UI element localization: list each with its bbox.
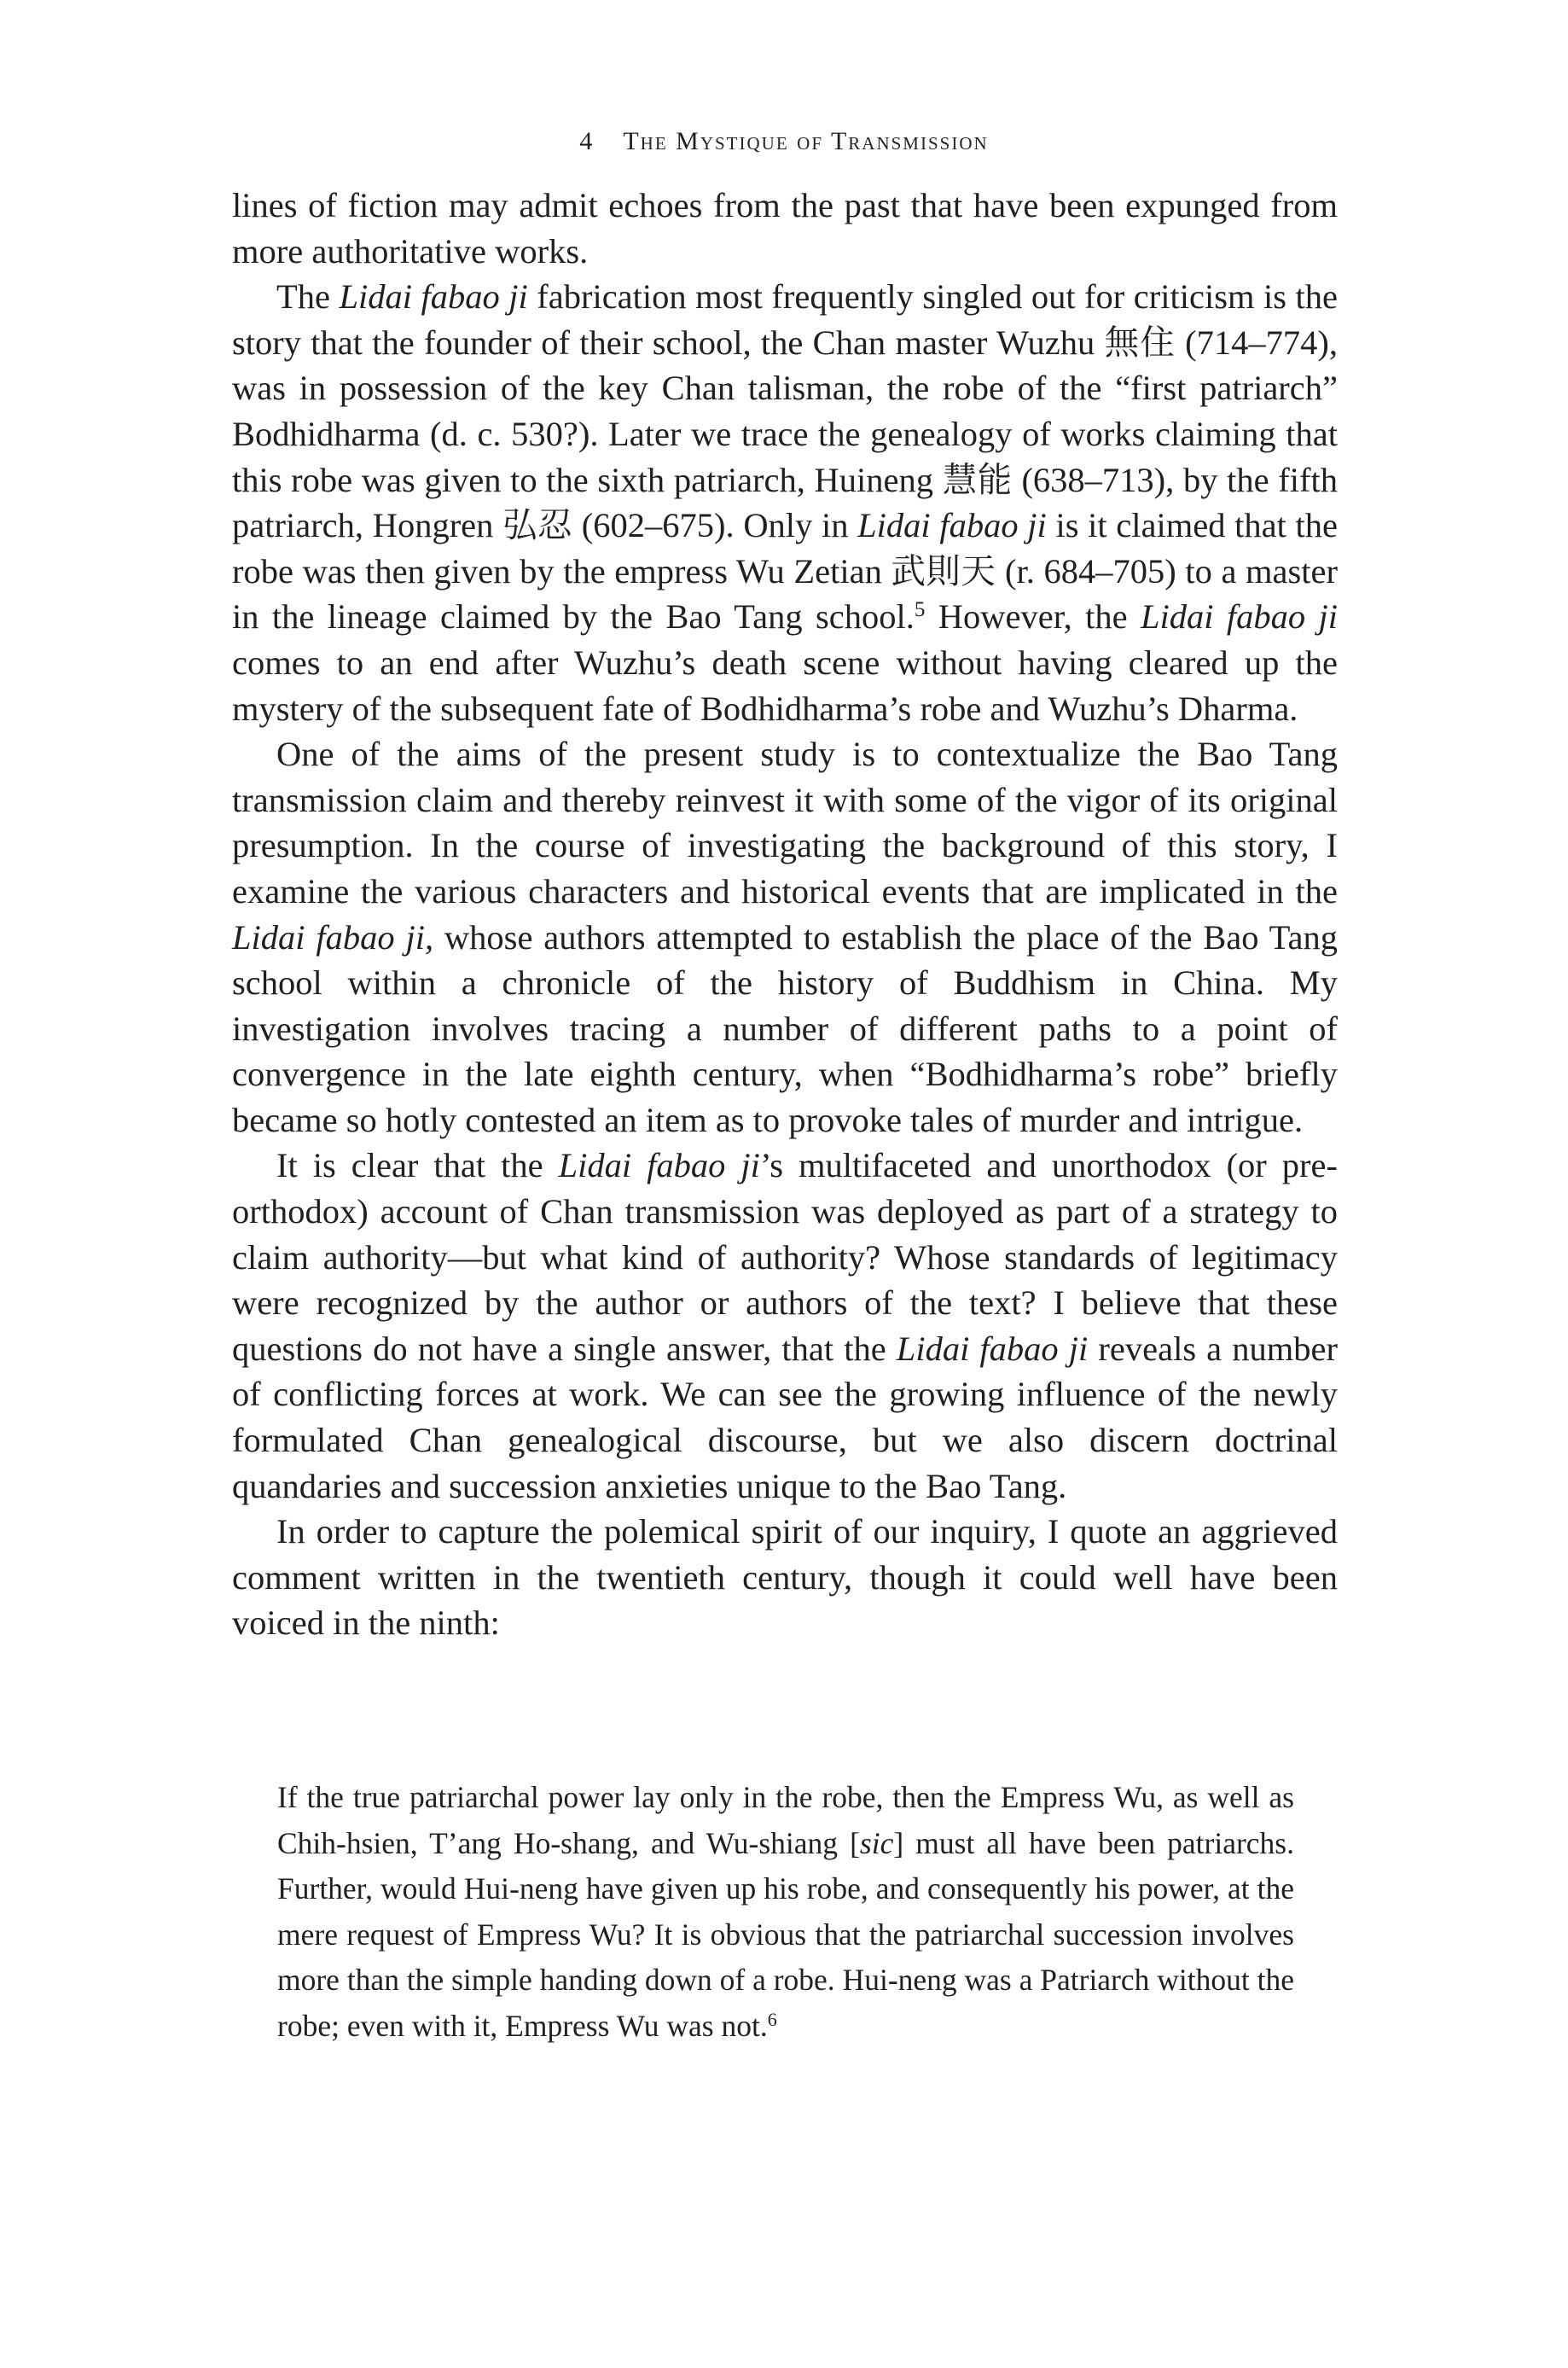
italic-title: sic [859, 1825, 894, 1860]
italic-title: Lidai fabao ji [558, 1146, 760, 1185]
italic-title: Lidai fabao ji [857, 506, 1047, 545]
text-run: lines of fiction may admit echoes from the past that have been expunged from more authoritative works. [232, 186, 1338, 271]
text-run: ’s multifaceted and unorthodox (or pre-orthodox) account of Chan transmission was deployed as part of a strategy to claim authority—but what kind of authority? Whose standards of legitimacy were recognized by the author or authors of the text? I believe that these questions do not have a single answer, that the [232, 1146, 1338, 1368]
paragraph [232, 274, 1338, 731]
text-run: reveals a number of conflicting forces at work. We can see the growing influence of the newly formulated Chan genealogical discourse, but we also discern doctrinal quandaries and succession anxieties unique to the Bao Tang. [232, 1329, 1338, 1505]
text-run: It is clear that the [276, 1146, 559, 1185]
text-run: If the true patriarchal power lay only in the robe, then the Empress Wu, as well as Chih-hsien, T’ang Ho-shang, and Wu-shiang [ [277, 1780, 1294, 1860]
page-number: 4 [579, 127, 595, 155]
text-run: ] must all have been patriarchs. Further, would Hui-neng have given up his robe, and consequently his power, at the mere request of Empress Wu? It is obvious that the patriarchal succession involves more than the simple handing down of a robe. Hui-neng was a Patriarch without the robe; even with it, Empress Wu was not. [277, 1825, 1294, 2043]
running-title: The Mystique of Transmission [623, 127, 989, 155]
paragraph [232, 1509, 1338, 1646]
text-run: One of the aims of the present study is to contextualize the Bao Tang transmission claim and thereby reinvest it with some of the vigor of its original presumption. In the course of investigating the background of this story, I examine the various characters and historical events that are implicated in the [232, 735, 1338, 911]
body-text [232, 183, 1338, 1646]
text-run: The [276, 277, 340, 317]
paragraph [232, 731, 1338, 1143]
footnote-ref: 6 [767, 2008, 777, 2030]
text-run: comes to an end after Wuzhu’s death scene without having cleared up the mystery of the subsequent fate of Bodhidharma’s robe and Wuzhu’s Dharma. [232, 643, 1338, 728]
paragraph [232, 1143, 1338, 1509]
text-run: In order to capture the polemical spirit of our inquiry, I quote an aggrieved comment written in the twentieth century, though it could well have been voiced in the ninth: [232, 1512, 1338, 1643]
italic-title: Lidai fabao ji [896, 1329, 1089, 1368]
running-head [0, 125, 1568, 159]
text-run: whose authors attempted to establish the place of the Bao Tang school within a chronicle of the history of Buddhism in China. My investigation involves tracing a number of different paths to a point of convergence in the late eighth century, when “Bodhidharma’s robe” briefly became so hotly contested an item as to provoke tales of murder and intrigue. [232, 917, 1338, 1139]
paragraph [232, 183, 1338, 274]
italic-title: Lidai fabao ji, [232, 917, 434, 957]
italic-title: Lidai fabao ji [339, 277, 528, 317]
text-run: fabrication most frequently singled out for criticism is the story that the founder of their school, the Chan master Wuzhu 無住 (714–774), was in possession of the key Chan talisman, the robe of the “first patriarch” Bodhidharma (d. c. 530?). Later we trace the genealogy of works claiming that this robe was given to the sixth patriarch, Huineng 慧能 (638–713), by the fifth patriarch, Hongren 弘忍 (602–675). Only in [232, 277, 1338, 545]
italic-title: Lidai fabao ji [1140, 597, 1338, 637]
text-run: is it claimed that the robe was then given by the empress Wu Zetian 武則天 (r. 684–705) to a master in the lineage claimed by the Bao Tang school. [232, 506, 1339, 637]
footnote-ref: 5 [914, 598, 926, 622]
text-run: However, the [925, 597, 1141, 637]
block-quote [277, 1775, 1294, 2050]
